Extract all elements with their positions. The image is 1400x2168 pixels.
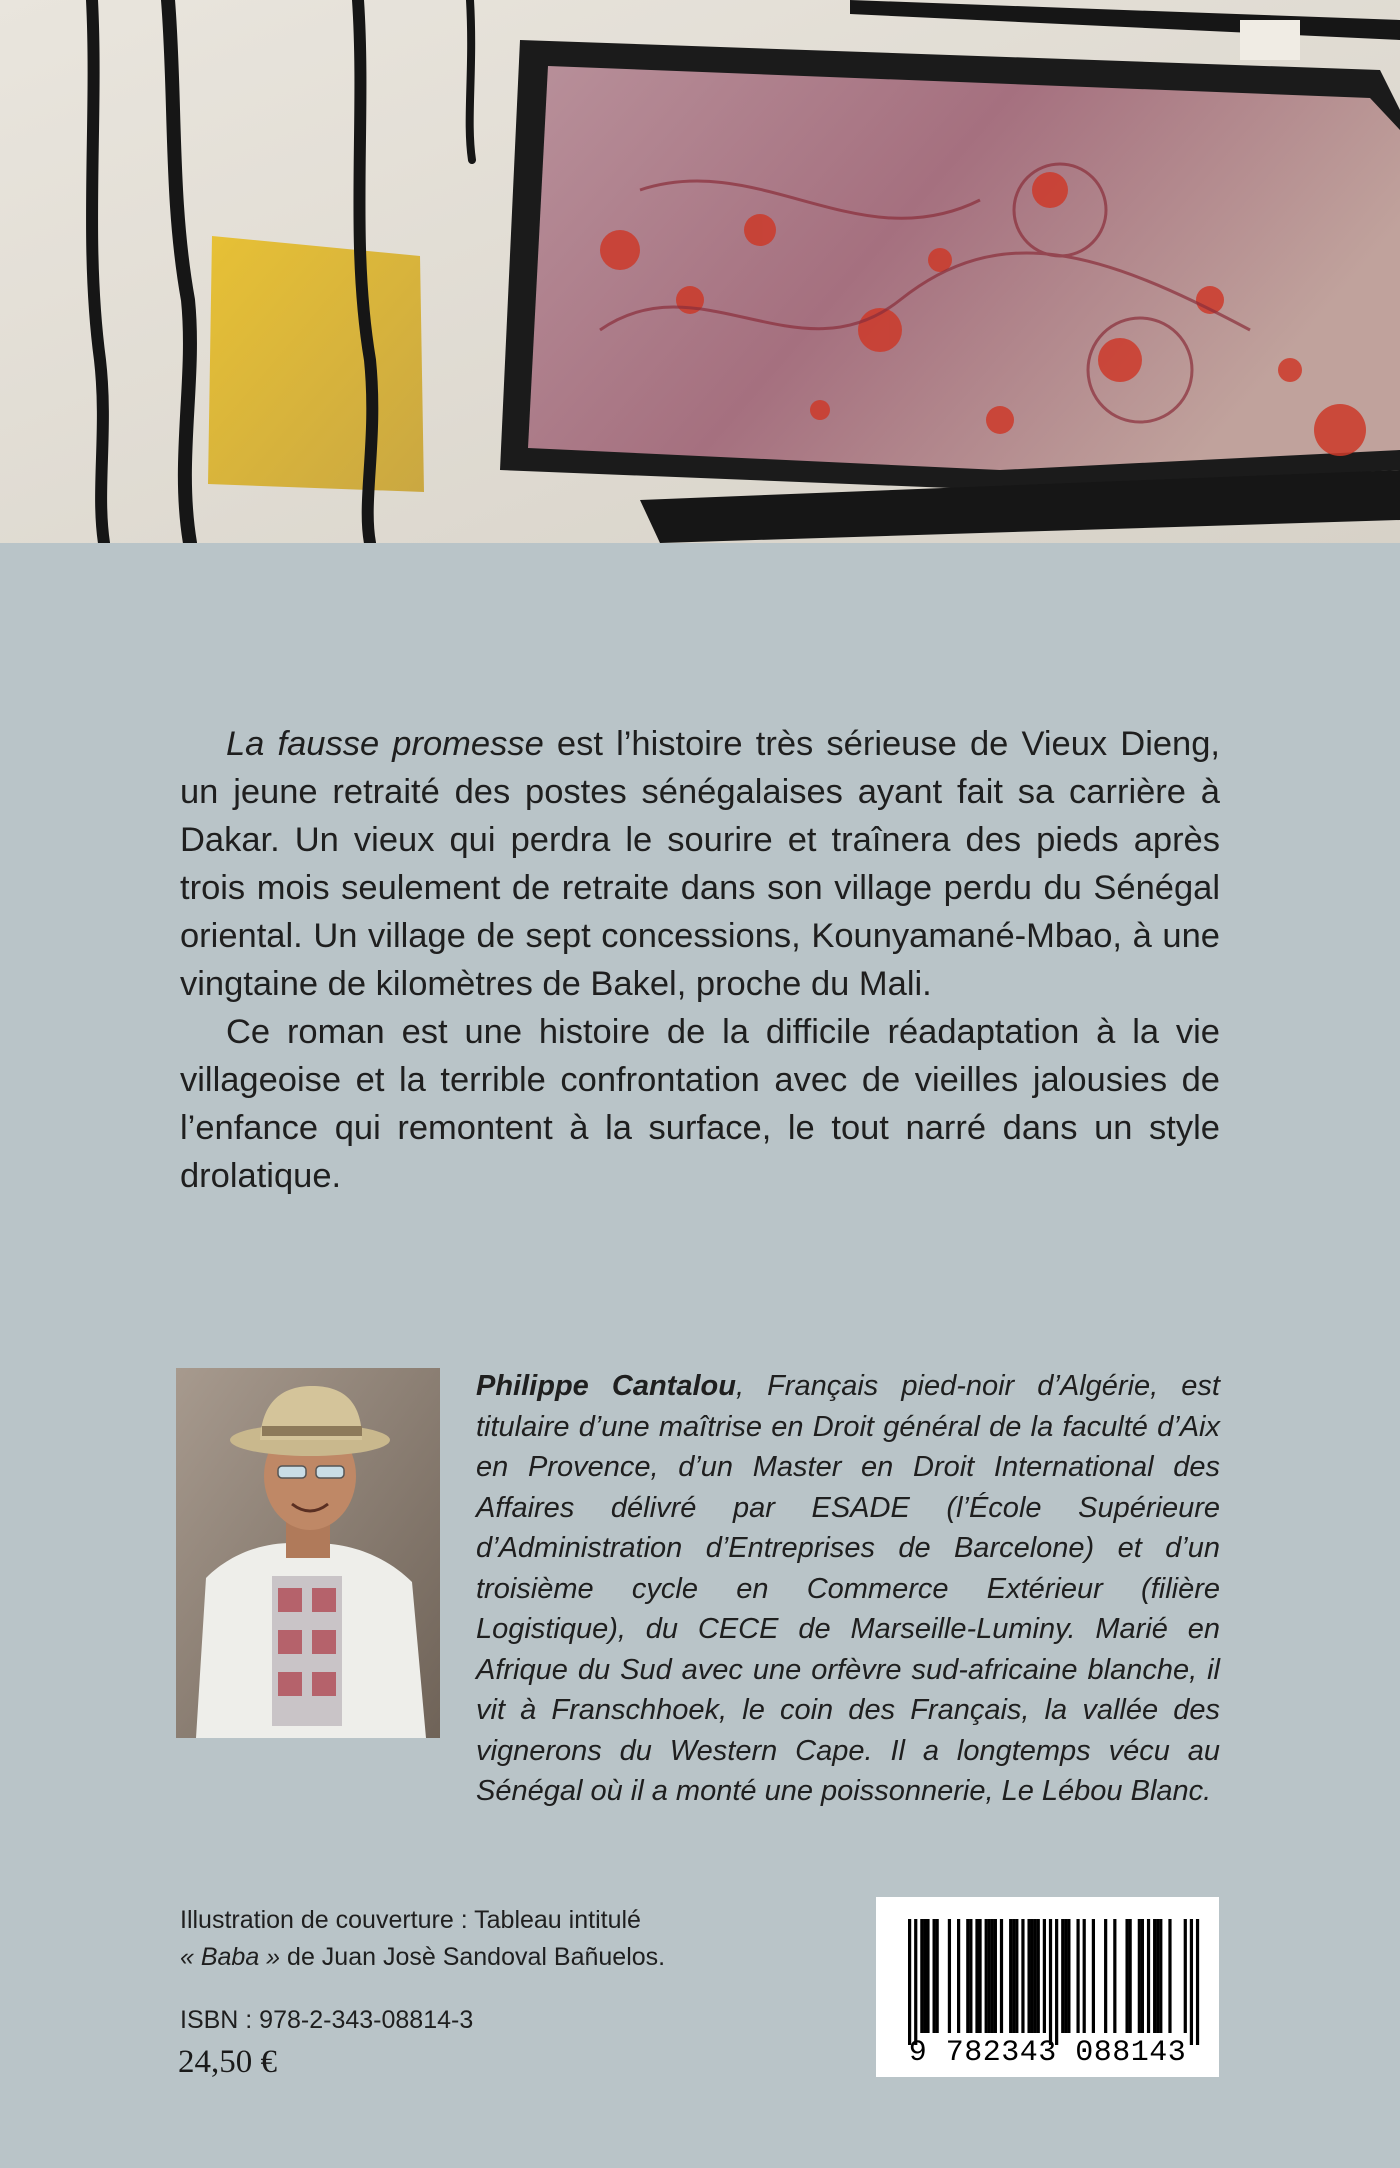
barcode-bar — [1092, 1919, 1095, 2033]
barcode-bar — [1015, 1919, 1018, 2033]
barcode-bar — [936, 1919, 939, 2033]
author-name: Philippe Cantalou — [476, 1370, 736, 1402]
barcode-bar — [948, 1919, 951, 2033]
barcode-bar — [1159, 1919, 1162, 2033]
barcode-bar — [1064, 1919, 1067, 2033]
barcode-bar — [1141, 1919, 1144, 2033]
cover-painting-graphic — [0, 0, 1400, 543]
blurb-paragraph-1-text: est l’histoire très sérieuse de Vieux Dieng, un jeune retraité des postes sénégalaises ayant fait sa carrière à Dakar. Un vieux qui perdra le sourire et traînera des pieds après trois mois seulement de retraite dans son village perdu du Sénégal oriental. Un village de sept concessions, Kounyamané-Mbao, à une vingtaine de kilomètres de Bakel, proche du Mali. — [180, 725, 1221, 1003]
barcode-bar — [1184, 1919, 1187, 2033]
blurb-paragraph-1 — [180, 720, 1220, 1008]
barcode-bar — [1083, 1919, 1086, 2033]
barcode-bar — [914, 1919, 917, 2045]
barcode-bar — [1012, 1919, 1015, 2033]
barcode-bar — [1076, 1919, 1079, 2033]
barcode-bar — [991, 1919, 994, 2033]
book-title-italic: La fausse promesse — [226, 725, 544, 763]
barcode-bar — [923, 1919, 926, 2033]
barcode-bar — [1049, 1919, 1052, 2045]
barcode-bar — [1147, 1919, 1150, 2033]
isbn: ISBN : 978-2-343-08814-3 — [180, 2006, 474, 2034]
barcode-bar — [1113, 1919, 1116, 2033]
barcode-bar — [1027, 1919, 1030, 2033]
barcode-bar — [1000, 1919, 1003, 2033]
barcode-bar — [920, 1919, 923, 2033]
barcode-bar — [988, 1919, 991, 2033]
barcode-bar — [969, 1919, 972, 2033]
barcode-bar — [994, 1919, 997, 2033]
cover-painting — [0, 0, 1400, 543]
barcode-bar — [1156, 1919, 1159, 2033]
author-bio-text — [476, 1366, 1220, 1812]
barcode-bar — [1031, 1919, 1034, 2033]
barcode-bar — [1153, 1919, 1156, 2033]
cover-credit-line-1: Illustration de couverture : Tableau intitulé — [180, 1906, 641, 1934]
barcode-bar — [985, 1919, 988, 2033]
cover-credit — [180, 1902, 740, 1976]
barcode-bar — [1021, 1919, 1024, 2033]
barcode — [876, 1897, 1219, 2077]
barcode-bar — [978, 1919, 981, 2033]
barcode-bar — [957, 1919, 960, 2033]
barcode-bar — [1190, 1919, 1193, 2045]
barcode-bar — [1138, 1919, 1141, 2033]
barcode-bar — [926, 1919, 929, 2033]
author-bio — [476, 1366, 1220, 1812]
barcode-bar — [1104, 1919, 1107, 2033]
barcode-bar — [1067, 1919, 1070, 2033]
barcode-bar — [1043, 1919, 1046, 2033]
book-blurb — [180, 720, 1220, 1200]
author-photo-graphic — [176, 1368, 440, 1738]
barcode-bar — [933, 1919, 936, 2033]
artwork-title: « Baba » — [180, 1943, 281, 1971]
author-bio-body: , Français pied-noir d’Algérie, est titulaire d’une maîtrise en Droit général de la faculté d’Aix en Provence, d’un Master en Droit International des Affaires délivré par ESADE (l’École Supérieure d’Administration d’Entreprises de Barcelone) et d’un troisième cycle en Commerce Extérieur (filière Logistique), du CECE de Marseille-Luminy. Marié en Afrique du Sud avec une orfèvre sud-africaine blanche, il vit à Franschhoek, le coin des Français, la vallée des vignerons du Western Cape. Il a longtemps vécu au Sénégal où il a monté une poissonnerie, Le Lébou Blanc. — [476, 1370, 1220, 1807]
barcode-bar — [908, 1919, 911, 2045]
barcode-bar — [1037, 1919, 1040, 2033]
barcode-bar — [966, 1919, 969, 2033]
barcode-bar — [1009, 1919, 1012, 2033]
barcode-bar — [1055, 1919, 1058, 2045]
barcode-bar — [1168, 1919, 1171, 2033]
cover-credit-artist: de Juan Josè Sandoval Bañuelos. — [280, 1943, 666, 1971]
blurb-paragraph-2: Ce roman est une histoire de la difficile réadaptation à la vie villageoise et la terrible confrontation avec de vieilles jalousies de l’enfance qui remontent à la surface, le tout narré dans un style drolatique. — [180, 1013, 1220, 1195]
barcode-bar — [1196, 1919, 1199, 2045]
author-photo — [176, 1368, 440, 1738]
barcode-digits: 9 782343 088143 — [908, 2036, 1187, 2070]
barcode-bar — [1129, 1919, 1132, 2033]
cover-credit-line-2 — [180, 1939, 740, 1976]
price: 24,50 € — [178, 2044, 277, 2080]
barcode-bar — [1034, 1919, 1037, 2033]
barcode-bar — [1061, 1919, 1064, 2033]
barcode-bar — [975, 1919, 978, 2033]
barcode-bar — [1125, 1919, 1128, 2033]
